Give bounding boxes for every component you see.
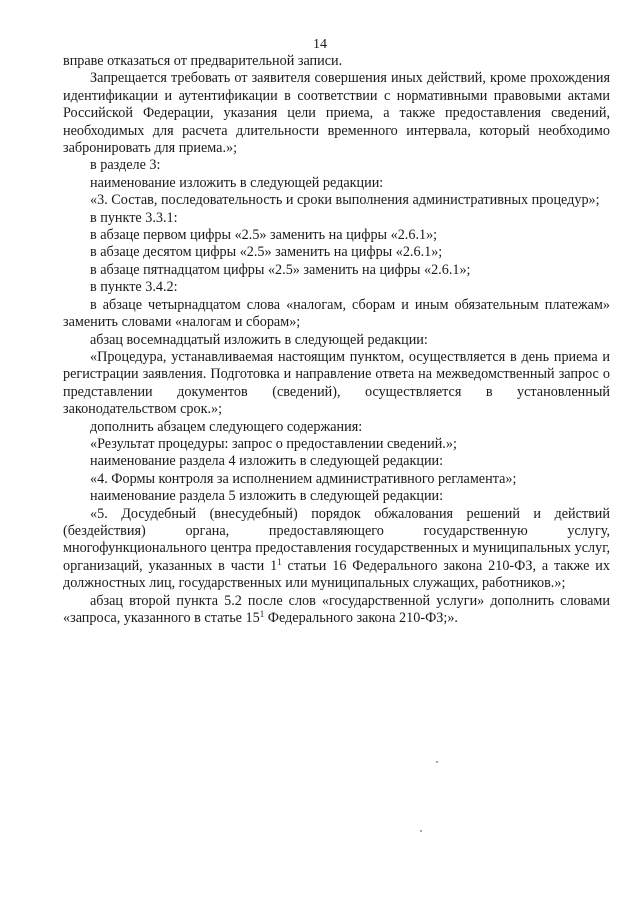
paragraph: наименование раздела 5 изложить в следующей редакции:: [90, 488, 444, 505]
paragraph-text: статьи 16 Федерального закона 210-ФЗ, а также их должностных лиц, государственных или муниципальных служащих, работников.»;: [63, 557, 610, 592]
paragraph: наименование раздела 4 изложить в следующей редакции:: [90, 453, 444, 470]
paragraph: наименование изложить в следующей редакции:: [90, 174, 384, 191]
paragraph-text: Федерального закона 210-ФЗ;».: [264, 610, 458, 626]
paragraph-section-5-title: [63, 506, 610, 593]
paragraph: «Процедура, устанавливаемая настоящим пунктом, осуществляется в день приема и регистрации заявления. Подготовка и направление ответа на межведомственный запрос о представлении документов (сведений), осуществляется в установленный законодательством срок.»;: [63, 348, 610, 418]
paragraph: дополнить абзацем следующего содержания:: [90, 418, 363, 435]
paragraph: в пункте 3.3.1:: [90, 209, 178, 226]
paragraph: в абзаце десятом цифры «2.5» заменить на цифры «2.6.1»;: [90, 244, 443, 261]
paragraph: абзац восемнадцатый изложить в следующей редакции:: [90, 331, 428, 348]
paragraph-text: «5. Досудебный (внесудебный) порядок обжалования решений и действий (бездействия) органа, предоставляющего государственную услугу, многофункционального центра предоставления государственных и муниципальных услуг, организаций, указанных в части 1: [63, 505, 610, 574]
paragraph: в абзаце четырнадцатом слова «налогам, сборам и иным обязательным платежам» заменить словами «налогам и сборам»;: [63, 296, 610, 331]
paragraph: в абзаце первом цифры «2.5» заменить на цифры «2.6.1»;: [90, 227, 438, 244]
paragraph: «3. Состав, последовательность и сроки выполнения административных процедур»;: [90, 192, 600, 209]
scan-speck: [420, 830, 422, 832]
paragraph-clause-5-2: [63, 593, 610, 628]
scan-speck: [436, 761, 438, 763]
page-number: 14: [313, 37, 327, 52]
paragraph: «4. Формы контроля за исполнением административного регламента»;: [90, 470, 517, 487]
paragraph: в пункте 3.4.2:: [90, 279, 178, 296]
superscript: 1: [259, 609, 265, 619]
paragraph: в абзаце пятнадцатом цифры «2.5» заменить на цифры «2.6.1»;: [90, 261, 471, 278]
document-body: [63, 53, 610, 627]
paragraph-text: абзац второй пункта 5.2 после слов «государственной услуги» дополнить словами «запроса, указанного в статье 15: [63, 592, 610, 626]
paragraph: в разделе 3:: [90, 157, 161, 174]
paragraph: Запрещается требовать от заявителя совершения иных действий, кроме прохождения идентификации и аутентификации в соответствии с нормативными правовыми актами Российской Федерации, указания цели приема, а также предоставления сведений, необходимых для расчета длительности временного интервала, который необходимо забронировать для приема.»;: [63, 70, 610, 157]
paragraph: вправе отказаться от предварительной записи.: [63, 53, 343, 69]
paragraph: «Результат процедуры: запрос о предоставлении сведений.»;: [90, 435, 457, 452]
superscript: 1: [277, 556, 282, 567]
